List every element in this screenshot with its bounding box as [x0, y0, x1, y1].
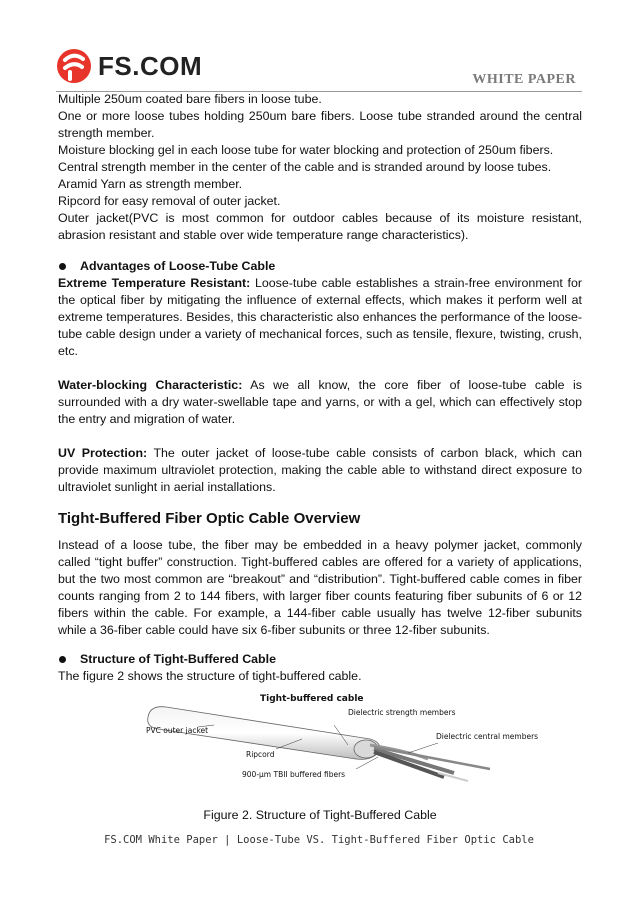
intro-line: Moisture blocking gel in each loose tube for water blocking and protection of 250um fibers.: [58, 143, 554, 157]
fs-logo: [56, 48, 202, 84]
cable-figure: [58, 689, 582, 793]
overview-paragraph: Instead of a loose tube, the fiber may be embedded in a heavy polymer jacket, commonly called “tight buffer” construction. Tight-buffered cables are offered for a variety of applications, but the two most common are “breakout” and “distribution”. Tight-buffered cable comes in fiber counts ranging from 2 to 144 fibers, with larger fiber counts featuring fiber subunits of 6 or 12 fibers within the cable. For example, a 144-fiber cable usually has twelve 12-fiber subunits while a 36-fiber cable could have six 6-fiber subunits or three 12-fiber subunits.: [58, 538, 582, 637]
advantage-term: UV Protection:: [58, 446, 148, 460]
figure-title: Tight-buffered cable: [260, 694, 364, 704]
intro-line: Ripcord for easy removal of outer jacket.: [58, 194, 281, 208]
intro-line: Central strength member in the center of the cable and is stranded around by loose tubes.: [58, 160, 552, 174]
advantages-heading-text: Advantages of Loose-Tube Cable: [80, 259, 276, 273]
structure-text: The figure 2 shows the structure of tight-buffered cable.: [58, 669, 362, 683]
figure-caption: Figure 2. Structure of Tight-Buffered Cable: [203, 808, 437, 822]
section-title: Tight-Buffered Fiber Optic Cable Overview: [58, 510, 361, 527]
advantages-heading: [58, 258, 582, 275]
intro-line: Outer jacket(PVC is most common for outdoor cables because of its moisture resistant, abrasion resistant and stable over wide temperature range characteristics).: [58, 211, 582, 242]
label-ripcord: Ripcord: [246, 750, 275, 759]
buffered-fiber-shape: [374, 752, 444, 777]
advantage-paragraph: [58, 445, 582, 496]
structure-heading: [58, 651, 582, 668]
label-buffered-fibers: 900-μm TBII buffered fibers: [242, 770, 346, 779]
intro-line: Aramid Yarn as strength member.: [58, 177, 243, 191]
advantage-paragraph: [58, 275, 582, 360]
cable-diagram: [138, 689, 539, 793]
label-strength-members: Dielectric strength members: [348, 708, 456, 717]
label-central-members: Dielectric central members: [436, 732, 539, 741]
advantage-text: As we all know, the core fiber of loose-tube cable is surrounded with a dry water-swellable tape and yarns, or with a gel, which can effectively stop the entry and migration of water.: [58, 378, 583, 426]
structure-heading-text: Structure of Tight-Buffered Cable: [80, 652, 276, 666]
intro-line: Multiple 250um coated bare fibers in loose tube.: [58, 92, 322, 106]
label-pvc-jacket: PVC outer jacket: [146, 726, 209, 735]
page-content: [58, 91, 582, 824]
advantage-text: The outer jacket of loose-tube cable consists of carbon black, which can provide maximum ultraviolet protection, making the cable able to withstand direct exposure to ultraviolet sunlight in aerial installations.: [58, 446, 582, 494]
page-header: [56, 44, 582, 94]
white-paper-label: WHITE PAPER: [472, 72, 576, 87]
bullet-icon: [59, 656, 66, 663]
intro-line: One or more loose tubes holding 250um bare fibers. Loose tube stranded around the central strength member.: [58, 109, 582, 140]
advantage-term: Water-blocking Characteristic:: [58, 378, 243, 392]
bullet-icon: [59, 263, 66, 270]
advantage-term: Extreme Temperature Resistant:: [58, 276, 251, 290]
page-footer: FS.COM White Paper | Loose-Tube VS. Tight-Buffered Fiber Optic Cable: [104, 834, 534, 846]
logo-text: FS.COM: [98, 50, 203, 81]
fs-logo-icon: [56, 48, 92, 84]
advantage-paragraph: [58, 377, 582, 428]
advantage-text: Loose-tube cable establishes a strain-free environment for the optical fiber by mitigating the influence of external effects, which makes it perform well at extreme temperatures. Besides, this characteristic also enhances the performance of the loose-tube cable design under a variety of mechanical forces, such as tensile, flexure, twisting, crush, etc.: [58, 276, 582, 358]
